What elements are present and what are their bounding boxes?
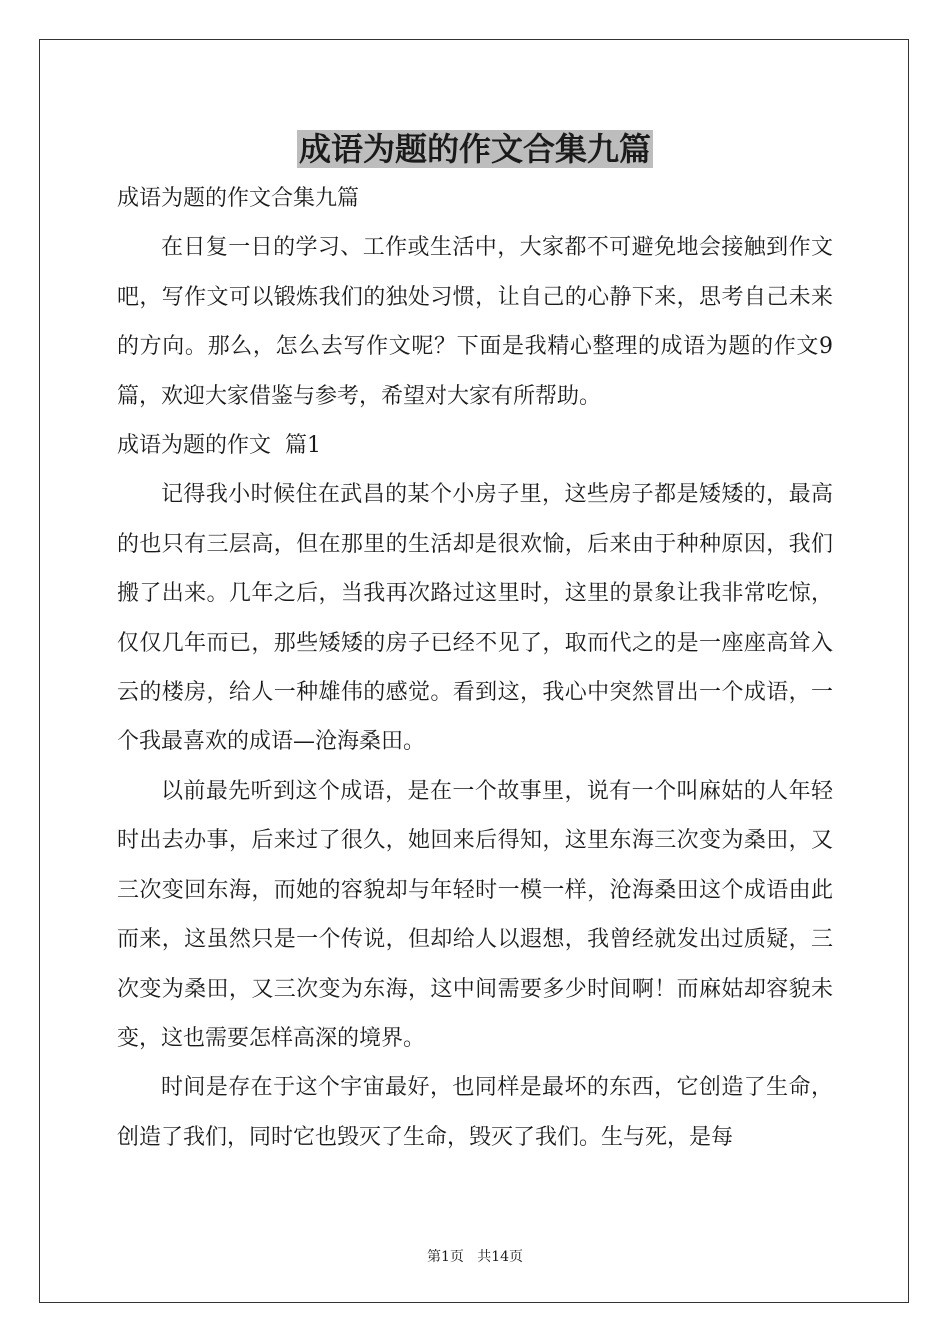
section-heading: 成语为题的作文 篇1 — [117, 433, 321, 459]
document-title — [0, 122, 950, 176]
document-subtitle: 成语为题的作文合集九篇 — [117, 186, 360, 211]
page-number: 第1页 共14页 — [426, 1249, 524, 1265]
body-paragraph-2: 以前最先听到这个成语，是在一个故事里，说有一个叫麻姑的人年轻时出去办事，后来过了很久，她回来后得知，这里东海三次变为桑田，又三次变回东海，而她的容貌却与年轻时一模一样，沧海桑田这个成语由此而来，这虽然只是一个传说，但却给人以遐想，我曾经就发出过质疑，三次变为桑田，又三次变为东海，这中间需要多少时间啊！而麻姑却容貌未变，这也需要怎样高深的境界。 — [117, 778, 833, 1051]
intro-paragraph: 在日复一日的学习、工作或生活中，大家都不可避免地会接触到作文吧，写作文可以锻炼我们的独处习惯，让自己的心静下来，思考自己未来的方向。那么，怎么去写作文呢？下面是我精心整理的成语为题的作文9篇，欢迎大家借鉴与参考，希望对大家有所帮助。 — [117, 235, 833, 409]
page-footer — [0, 1247, 950, 1267]
body-paragraph-1: 记得我小时候住在武昌的某个小房子里，这些房子都是矮矮的，最高的也只有三层高，但在那里的生活却是很欢愉，后来由于种种原因，我们搬了出来。几年之后，当我再次路过这里时，这里的景象让我非常吃惊，仅仅几年而已，那些矮矮的房子已经不见了，取而代之的是一座座高耸入云的楼房，给人一种雄伟的感觉。看到这，我心中突然冒出一个成语，一个我最喜欢的成语—沧海桑田。 — [117, 482, 833, 755]
document-body — [117, 174, 833, 1162]
body-paragraph-3: 时间是存在于这个宇宙最好，也同样是最坏的东西，它创造了生命，创造了我们，同时它也毁灭了生命，毁灭了我们。生与死，是每 — [117, 1075, 833, 1150]
document-title-text: 成语为题的作文合集九篇 — [298, 130, 651, 168]
